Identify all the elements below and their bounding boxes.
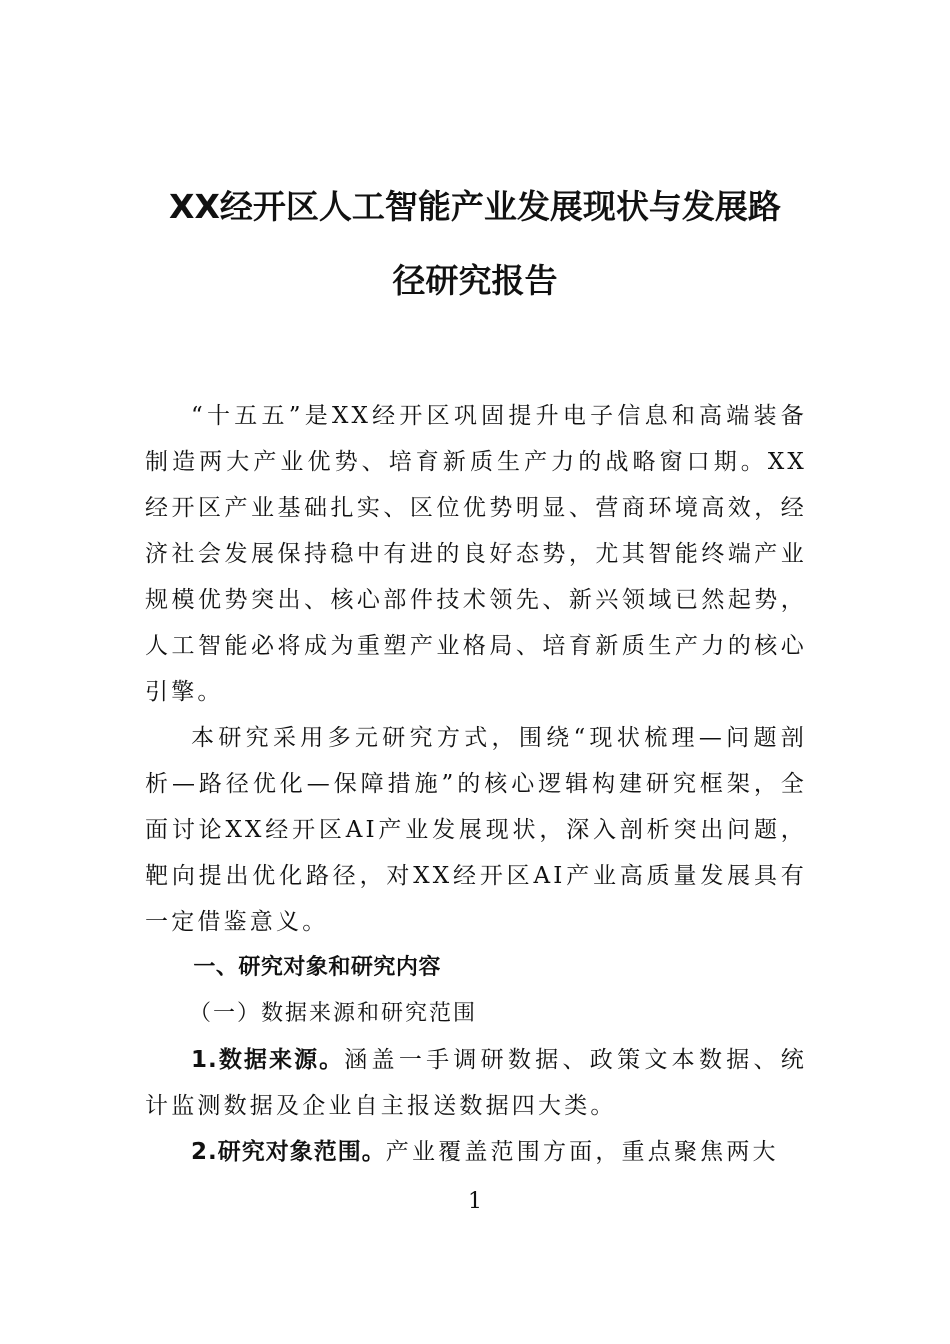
method-paragraph: 本研究采用多元研究方式，围绕“现状梳理—问题剖析—路径优化—保障措施”的核心逻辑构建研究框架，全面讨论XX经开区AI产业发展现状，深入剖析突出问题，靶向提出优化路径，对XX经开区AI产业高质量发展具有一定借鉴意义。 — [145, 725, 807, 935]
document-title — [140, 170, 810, 318]
document-body — [145, 393, 807, 1175]
item-data-source — [145, 1037, 807, 1129]
item-research-scope-lead: 2.研究对象范围。 — [191, 1139, 386, 1165]
intro-paragraph: “十五五”是XX经开区巩固提升电子信息和高端装备制造两大产业优势、培育新质生产力的战略窗口期。XX经开区产业基础扎实、区位优势明显、营商环境高效，经济社会发展保持稳中有进的良好态势，尤其智能终端产业规模优势突出、核心部件技术领先、新兴领域已然起势，人工智能必将成为重塑产业格局、培育新质生产力的核心引擎。 — [145, 403, 807, 705]
item-research-scope-text: 产业覆盖范围方面，重点聚焦两大 — [385, 1139, 779, 1165]
item-research-scope — [145, 1129, 807, 1175]
item-data-source-lead: 1.数据来源。 — [191, 1047, 345, 1073]
title-line-2: 径研究报告 — [392, 261, 558, 300]
subsection-heading: （一）数据来源和研究范围 — [189, 1001, 478, 1026]
item-data-source-text: 涵盖一手调研数据、政策文本数据、统计监测数据及企业自主报送数据四大类。 — [145, 1047, 807, 1119]
title-line-1: XX经开区人工智能产业发展现状与发展路 — [169, 187, 781, 226]
section-heading: 一、研究对象和研究内容 — [193, 955, 441, 980]
page-number: 1 — [468, 1189, 482, 1214]
